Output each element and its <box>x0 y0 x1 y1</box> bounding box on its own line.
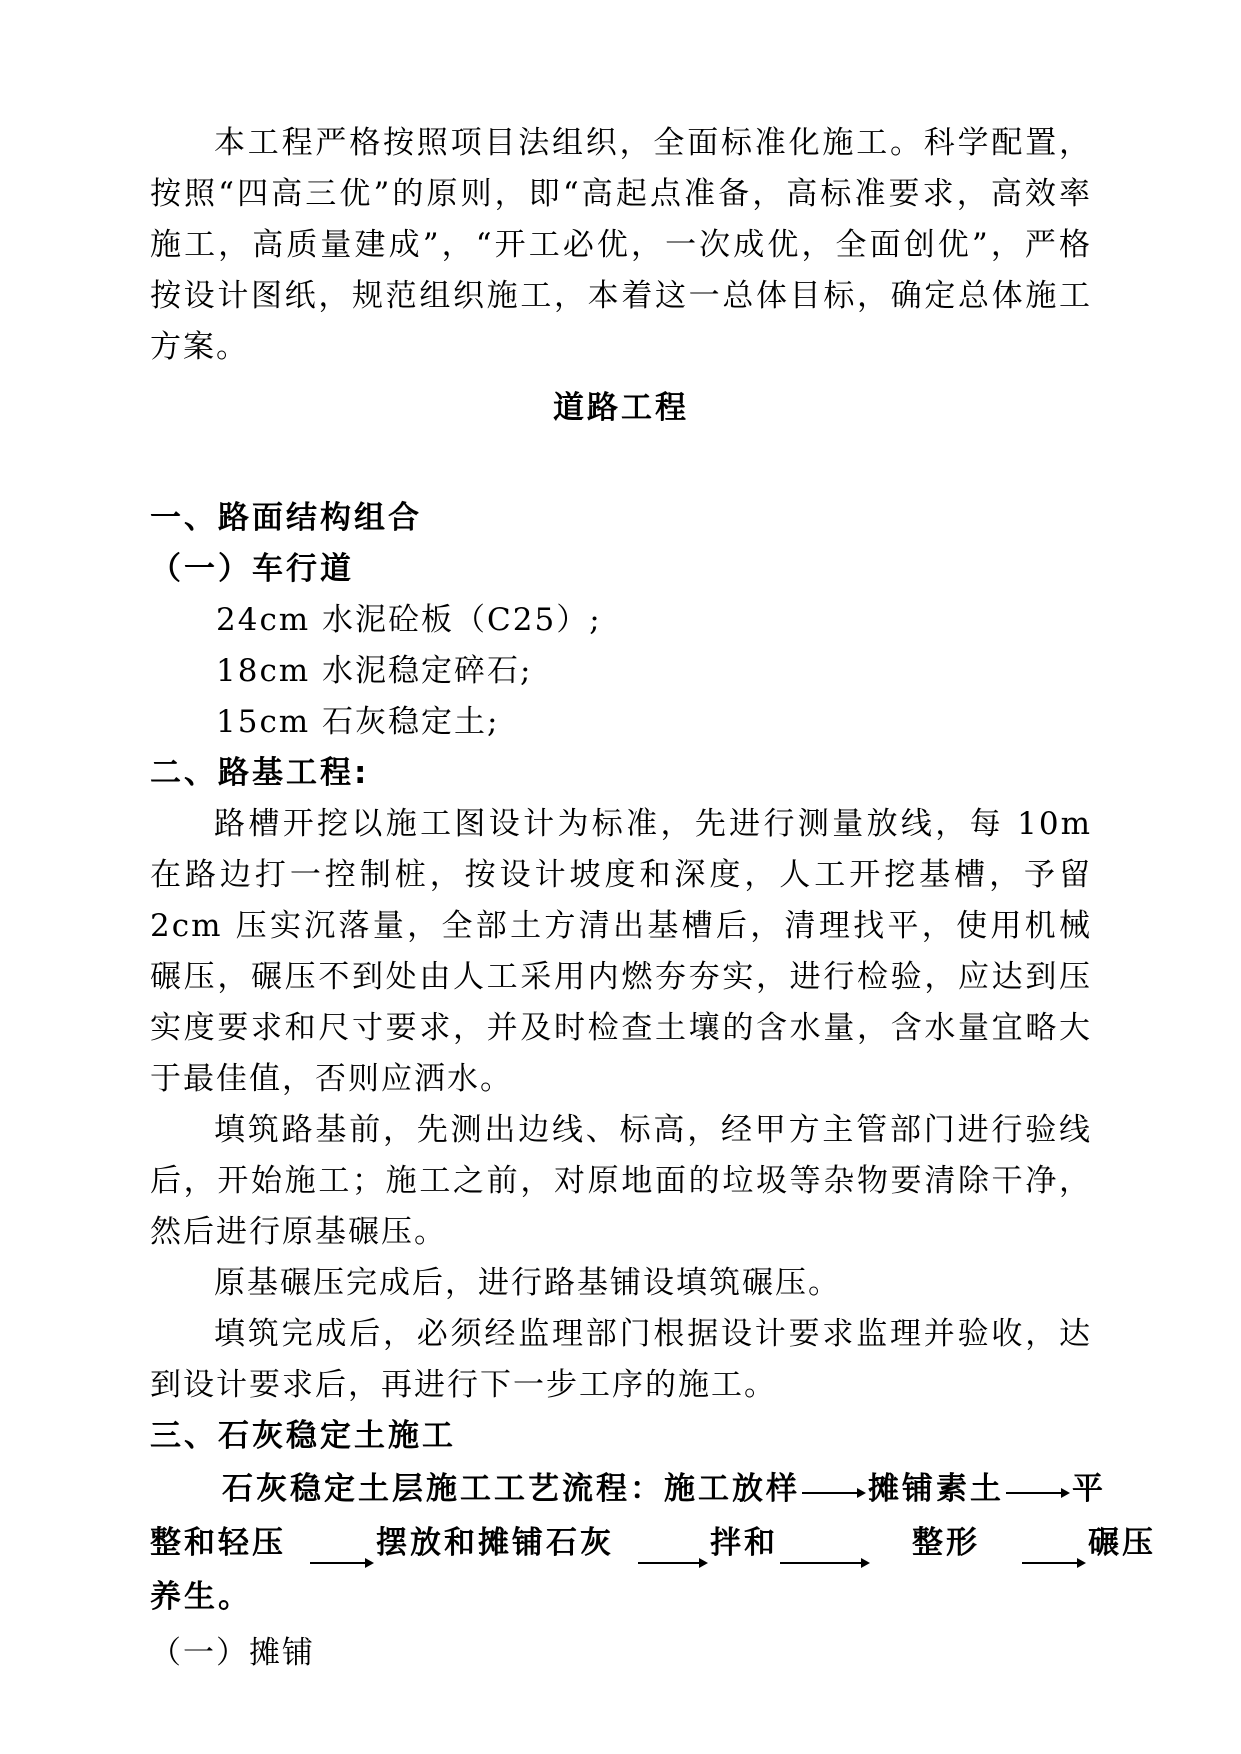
section1-heading: 一、路面结构组合 <box>150 500 422 536</box>
section1-subheading: （一）车行道 <box>150 551 354 587</box>
flow-step-1: 施工放样 <box>664 1471 800 1507</box>
flow-step-7-end: 养生。 <box>150 1579 252 1615</box>
flow-step-4: 摆放和摊铺石灰 <box>376 1525 614 1561</box>
pavement-layer-1: 24cm 水泥砼板（C25）; <box>216 602 602 638</box>
flow-prefix: 石灰稳定土层施工工艺流程： <box>222 1471 664 1507</box>
section3-heading: 三、石灰稳定土施工 <box>150 1418 456 1454</box>
flow-step-3-end: 整和轻压 <box>150 1525 286 1561</box>
flow-arrow-icon <box>1006 1486 1070 1496</box>
pavement-layer-2: 18cm 水泥稳定碎石; <box>216 653 533 689</box>
process-flow <box>150 1462 1156 1624</box>
intro-paragraph: 本工程严格按照项目法组织，全面标准化施工。科学配置，按照“四高三优”的原则，即“高起点准备，高标准要求，高效率施工，高质量建成”，“开工必优，一次成优，全面创优”，严格按设计图纸，规范组织施工，本着这一总体目标，确定总体施工方案。 <box>150 125 1092 365</box>
flow-arrow-icon <box>802 1486 866 1496</box>
flow-arrow-icon <box>1022 1548 1086 1570</box>
flow-arrow-icon <box>638 1548 708 1570</box>
subgrade-paragraph-4: 填筑完成后，必须经监理部门根据设计要求监理并验收，达到设计要求后，再进行下一步工序的施工。 <box>150 1316 1092 1403</box>
flow-step-7-start: 碾压 <box>1088 1525 1156 1561</box>
pavement-layer-3: 15cm 石灰稳定土; <box>216 704 500 740</box>
section2-heading: 二、路基工程: <box>150 755 370 791</box>
process-flow-line-1 <box>150 1462 1106 1516</box>
flow-arrow-icon <box>310 1548 374 1570</box>
flow-step-6: 整形 <box>912 1525 980 1561</box>
flow-step-5: 拌和 <box>710 1525 778 1561</box>
subgrade-paragraph-3: 原基碾压完成后，进行路基铺设填筑碾压。 <box>214 1265 841 1301</box>
section3-subheading: （一）摊铺 <box>150 1635 315 1671</box>
flow-step-3-start: 平 <box>1072 1471 1106 1507</box>
process-flow-line-2 <box>150 1516 1156 1570</box>
subgrade-paragraph-1: 路槽开挖以施工图设计为标准，先进行测量放线，每 10m 在路边打一控制桩，按设计坡度和深度，人工开挖基槽，予留 2cm 压实沉落量，全部土方清出基槽后，清理找平，使用机械碾压，碾压不到处由人工采用内燃夯夯实，进行检验，应达到压实度要求和尺寸要求，并及时检查土壤的含水量，含水量宜略大于最佳值，否则应洒水。 <box>150 806 1092 1097</box>
process-flow-line-3 <box>150 1570 1092 1624</box>
flow-step-2: 摊铺素土 <box>868 1471 1004 1507</box>
document-body <box>150 118 1156 1679</box>
document-title: 道路工程 <box>553 390 689 426</box>
flow-arrow-icon <box>780 1548 870 1570</box>
subgrade-paragraph-2: 填筑路基前，先测出边线、标高，经甲方主管部门进行验线后，开始施工；施工之前，对原地面的垃圾等杂物要清除干净，然后进行原基碾压。 <box>150 1112 1092 1250</box>
